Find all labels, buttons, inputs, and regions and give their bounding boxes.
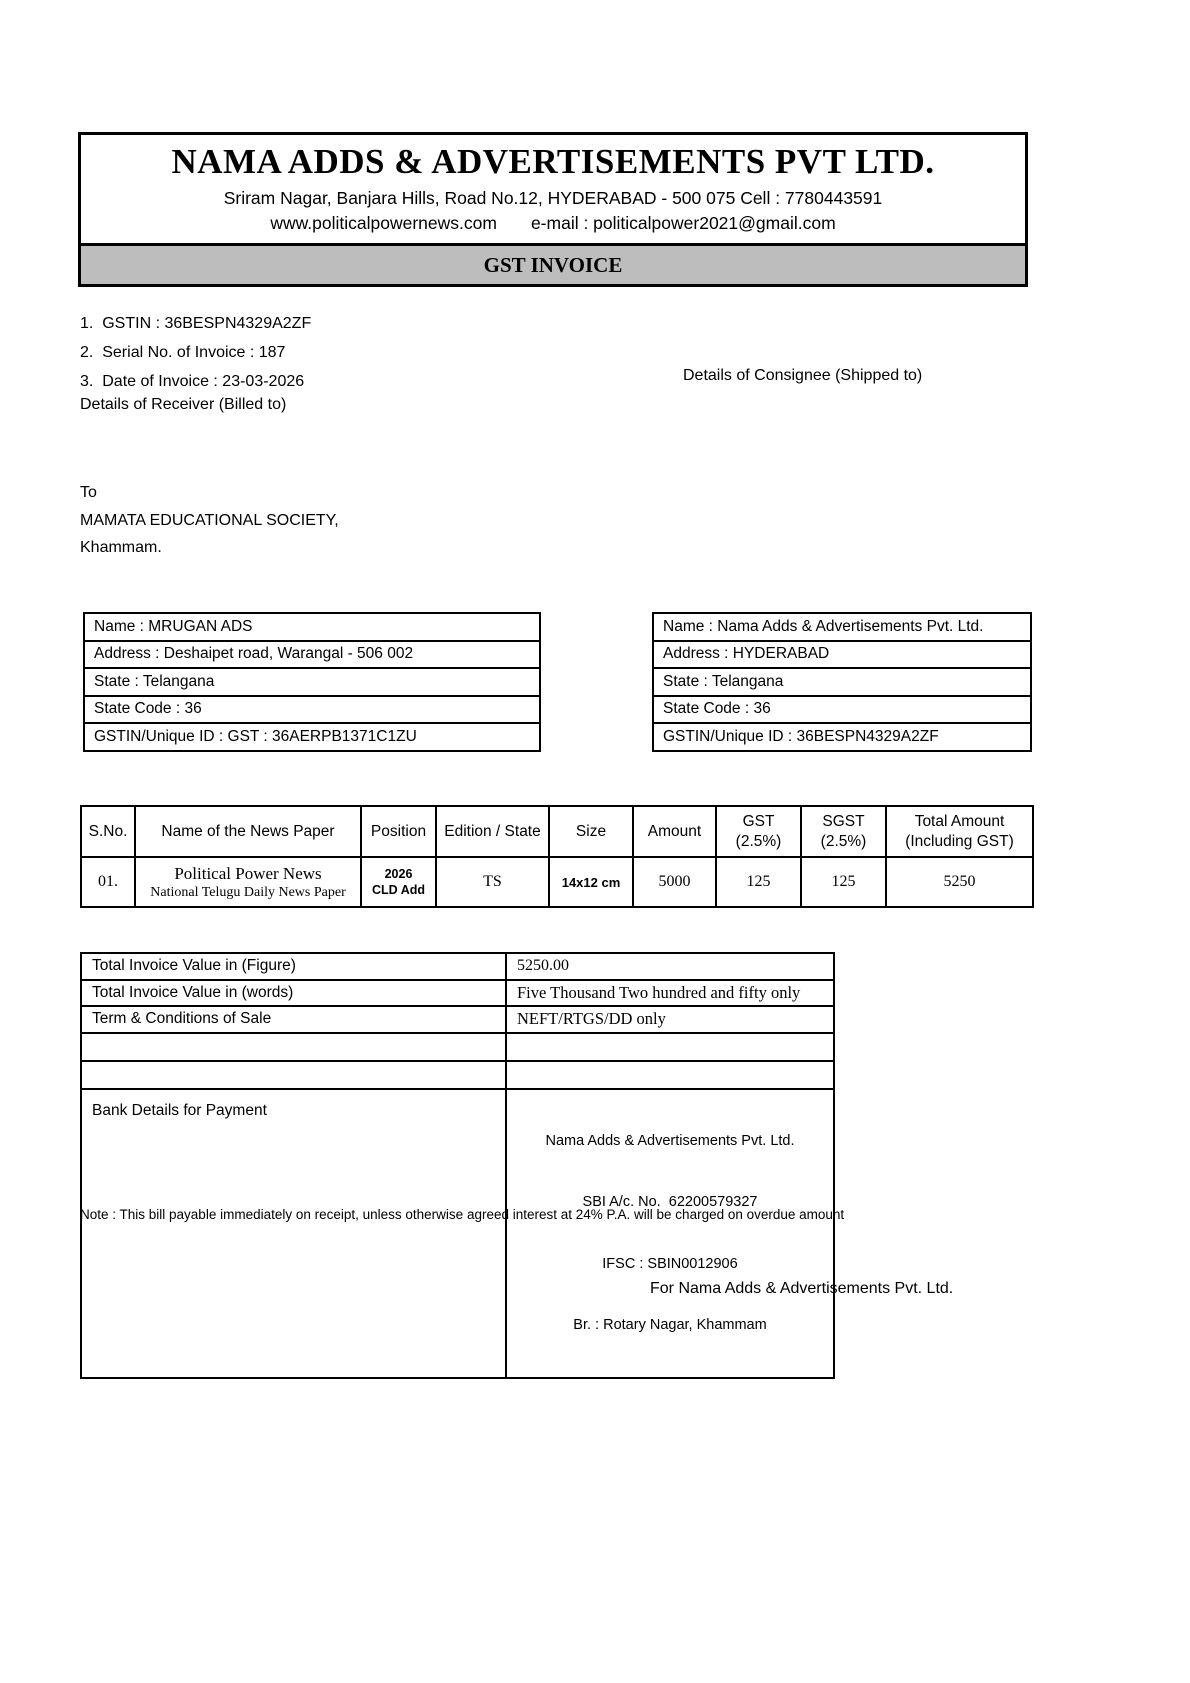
item-paper-subtitle: National Telugu Daily News Paper <box>150 885 346 900</box>
col-header-sgst: SGST (2.5%) <box>801 806 886 857</box>
empty-cell <box>506 1061 834 1089</box>
item-paper <box>135 857 361 907</box>
table-row <box>653 696 1031 724</box>
col-header-sno: S.No. <box>81 806 135 857</box>
meta-gstin: 1. GSTIN : 36BESPN4329A2ZF <box>80 315 312 332</box>
doc-title-bar <box>81 243 1025 284</box>
bank-branch: Br. : Rotary Nagar, Khammam <box>573 1317 767 1333</box>
table-row <box>653 723 1031 751</box>
signature-line: For Nama Adds & Advertisements Pvt. Ltd. <box>650 1280 954 1297</box>
col-header-total: Total Amount (Including GST) <box>886 806 1033 857</box>
meta-serial-no: 2. Serial No. of Invoice : 187 <box>80 344 286 361</box>
item-size: 14x12 cm <box>549 857 633 907</box>
billed-to-city: Khammam. <box>80 539 162 556</box>
item-sgst: 125 <box>801 857 886 907</box>
receiver-section-label: Details of Receiver (Billed to) <box>80 396 287 413</box>
receiver-state-code: State Code : 36 <box>84 696 540 724</box>
total-figure-label: Total Invoice Value in (Figure) <box>81 953 506 980</box>
table-row <box>653 641 1031 669</box>
bank-company: Nama Adds & Advertisements Pvt. Ltd. <box>545 1132 795 1149</box>
table-row <box>81 980 834 1007</box>
table-row <box>84 613 540 641</box>
company-contact-line <box>81 212 1025 234</box>
company-website: www.politicalpowernews.com <box>270 213 497 233</box>
meta-invoice-date: 3. Date of Invoice : 23-03-2026 <box>80 373 305 390</box>
col-header-position: Position <box>361 806 436 857</box>
consignee-state-code: State Code : 36 <box>653 696 1031 724</box>
item-edition: TS <box>436 857 549 907</box>
item-sno: 01. <box>81 857 135 907</box>
table-row <box>653 668 1031 696</box>
consignee-section-label: Details of Consignee (Shipped to) <box>683 367 923 384</box>
item-gst: 125 <box>716 857 801 907</box>
consignee-name: Name : Nama Adds & Advertisements Pvt. Ltd. <box>653 613 1031 641</box>
receiver-address: Address : Deshaipet road, Warangal - 506 002 <box>84 641 540 669</box>
item-paper-name: Political Power News <box>174 864 322 883</box>
col-header-edition: Edition / State <box>436 806 549 857</box>
receiver-details-table <box>83 612 541 752</box>
terms-label: Term & Conditions of Sale <box>81 1006 506 1033</box>
total-words-label: Total Invoice Value in (words) <box>81 980 506 1007</box>
table-row <box>81 1006 834 1033</box>
col-header-gst: GST (2.5%) <box>716 806 801 857</box>
bank-ifsc: IFSC : SBIN0012906 <box>602 1255 738 1272</box>
receiver-gstin: GSTIN/Unique ID : GST : 36AERPB1371C1ZU <box>84 723 540 751</box>
table-row <box>81 1033 834 1061</box>
total-words-value: Five Thousand Two hundred and fifty only <box>506 980 834 1007</box>
consignee-address: Address : HYDERABAD <box>653 641 1031 669</box>
table-row <box>84 696 540 724</box>
col-header-amount: Amount <box>633 806 716 857</box>
company-email: e-mail : politicalpower2021@gmail.com <box>530 213 836 233</box>
terms-value: NEFT/RTGS/DD only <box>506 1006 834 1033</box>
table-row <box>653 613 1031 641</box>
table-row <box>84 641 540 669</box>
company-name: NAMA ADDS & ADVERTISEMENTS PVT LTD. <box>171 142 935 181</box>
doc-title: GST INVOICE <box>483 253 623 277</box>
company-address: Sriram Nagar, Banjara Hills, Road No.12, HYDERABAD - 500 075 Cell : 7780443591 <box>223 188 883 208</box>
company-header <box>78 132 1028 287</box>
item-position: 2026 CLD Add <box>361 857 436 907</box>
invoice-summary-table <box>80 952 835 1379</box>
invoice-items-table <box>80 805 1034 908</box>
billed-to-salutation: To <box>80 484 97 501</box>
item-amount: 5000 <box>633 857 716 907</box>
empty-cell <box>81 1061 506 1089</box>
consignee-gstin: GSTIN/Unique ID : 36BESPN4329A2ZF <box>653 723 1031 751</box>
payment-note: Note : This bill payable immediately on receipt, unless otherwise agreed interest at 24% P.A. will be charged on overdue amount <box>80 1207 845 1222</box>
empty-cell <box>81 1033 506 1061</box>
bank-details-block <box>506 1089 834 1378</box>
billed-to-block <box>80 479 339 562</box>
total-figure-value: 5250.00 <box>506 953 834 980</box>
receiver-state: State : Telangana <box>84 668 540 696</box>
bank-details-label: Bank Details for Payment <box>81 1089 506 1378</box>
items-header-row <box>81 806 1033 857</box>
bank-account-no: SBI A/c. No. 62200579327 <box>582 1194 758 1210</box>
item-total: 5250 <box>886 857 1033 907</box>
item-row <box>81 857 1033 907</box>
invoice-meta-list <box>80 309 311 396</box>
col-header-paper-name: Name of the News Paper <box>135 806 361 857</box>
consignee-state: State : Telangana <box>653 668 1031 696</box>
consignee-details-table <box>652 612 1032 752</box>
empty-cell <box>506 1033 834 1061</box>
table-row <box>81 1061 834 1089</box>
table-row <box>84 723 540 751</box>
col-header-size: Size <box>549 806 633 857</box>
billed-to-name: MAMATA EDUCATIONAL SOCIETY, <box>80 511 339 529</box>
bank-details-row <box>81 1089 834 1378</box>
table-row <box>84 668 540 696</box>
table-row <box>81 953 834 980</box>
receiver-name: Name : MRUGAN ADS <box>84 613 540 641</box>
